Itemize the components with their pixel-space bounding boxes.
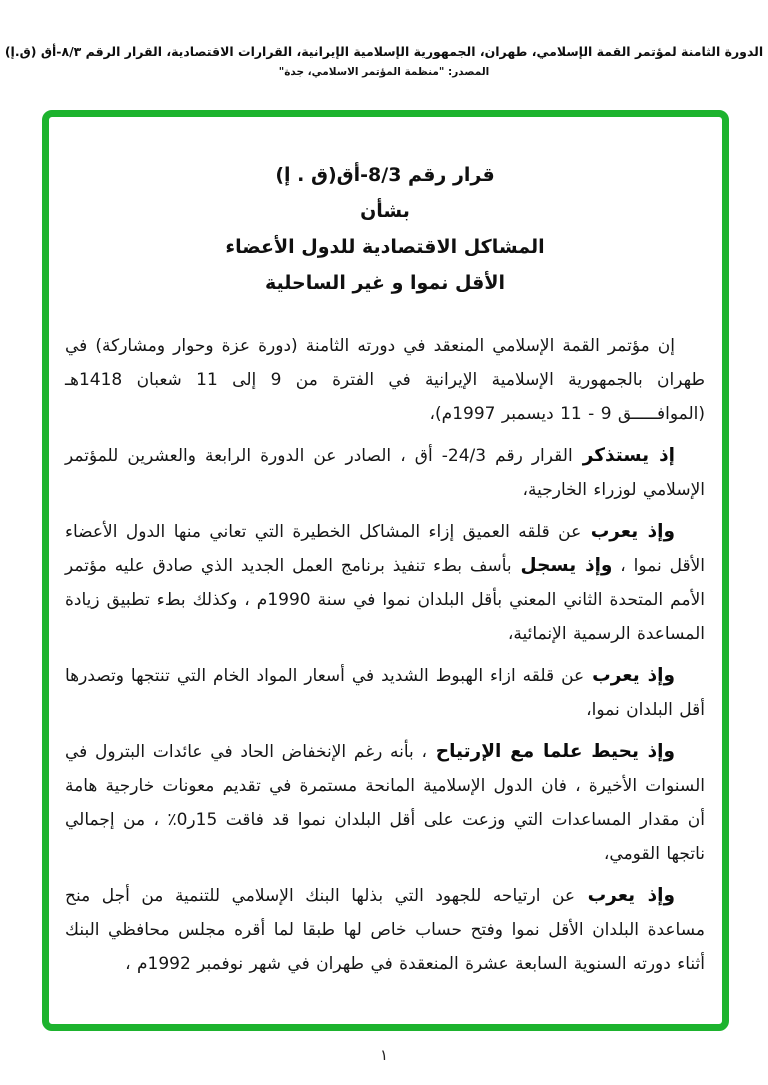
paragraph-text: القرار رقم 24/3- أق ، الصادر عن الدورة الرابعة والعشرين للمؤتمر الإسلامي لوزراء الخارجية، [65, 446, 705, 500]
title-line-subject: المشاكل الاقتصادية للدول الأعضاء [225, 236, 545, 258]
header-source-line: المصدر: "منظمة المؤتمر الاسلامي، جدة" [278, 66, 490, 78]
resolution-paragraph [65, 879, 705, 981]
paragraph-text: عن ارتياحه للجهود التي بذلها البنك الإسلامي للتنمية من أجل منح مساعدة البلدان الأقل نموا وفتح حساب خاص لها طبقا لما أقره مجلس محافظي البنك أثناء دورته السنوية السابعة عشرة المنعقدة في طهران في شهر نوفمبر 1992م ، [65, 886, 705, 974]
resolution-paragraph [65, 329, 705, 431]
resolution-title [65, 157, 705, 301]
paragraph-text: بأسف بطء تنفيذ برنامج العمل الجديد الذي صادق عليه مؤتمر الأمم المتحدة الثاني المعني بأقل البلدان نموا في سنة 1990م ، وكذلك بطء تطبيق زيادة المساعدة الرسمية الإنمائية، [65, 556, 705, 644]
paragraph-lead-in: وإذ يسجل [511, 555, 613, 576]
paragraph-lead-in: وإذ يعرب [575, 885, 675, 906]
paragraph-lead-in: وإذ يعرب [581, 521, 675, 542]
paragraph-text: إن مؤتمر القمة الإسلامي المنعقد في دورته الثامنة (دورة عزة وحوار ومشاركة) في طهران بالجمهورية الإسلامية الإيرانية في الفترة من 9 إلى 11 شعبان 1418هـ (الموافـــــق 9 - 11 ديسمبر 1997م)، [65, 336, 706, 424]
paragraph-text: عن قلقه العميق إزاء المشاكل الخطيرة التي تعاني منها الدول الأعضاء الأقل نموا ، [65, 522, 705, 576]
resolution-paragraph [65, 735, 705, 871]
page-number: ١ [379, 1046, 389, 1064]
paragraph-lead-in: إذ يستذكر [572, 445, 675, 466]
title-line-resolution-number: قرار رقم 8/3-أق(ق . إ) [275, 164, 495, 186]
resolution-paragraph [65, 659, 705, 727]
resolution-paragraph [65, 515, 705, 651]
paragraph-lead-in: وإذ يعرب [584, 665, 675, 686]
paragraph-text: ، بأنه رغم الإنخفاض الحاد في عائدات البترول في السنوات الأخيرة ، فان الدول الإسلامية المانحة مستمرة في تقديم معونات خارجية هامة أن مقدار المساعدات التي وزعت على أقل البلدان نموا قد فاقت 15ر0٪ ، من إجمالي ناتجها القومي، [65, 742, 705, 864]
highlight-frame [42, 110, 729, 1031]
document-header [0, 44, 768, 78]
title-line-regarding: بشأن [360, 200, 410, 222]
paragraph-lead-in: وإذ يحيط علما مع الإرتياح [427, 741, 675, 762]
header-citation-line: الدورة الثامنة لمؤتمر القمة الإسلامي، طهران، الجمهورية الإسلامية الإيرانية، القرارات الاقتصادية، القرار الرقم ٨/٣-أق (ق.إ) [4, 44, 764, 59]
title-line-subject-2: الأقل نموا و غير الساحلية [264, 272, 506, 294]
paragraph-text: عن قلقه ازاء الهبوط الشديد في أسعار المواد الخام التي تنتجها وتصدرها أقل البلدان نموا، [65, 666, 705, 720]
resolution-body [65, 329, 705, 981]
resolution-paragraph [65, 439, 705, 507]
